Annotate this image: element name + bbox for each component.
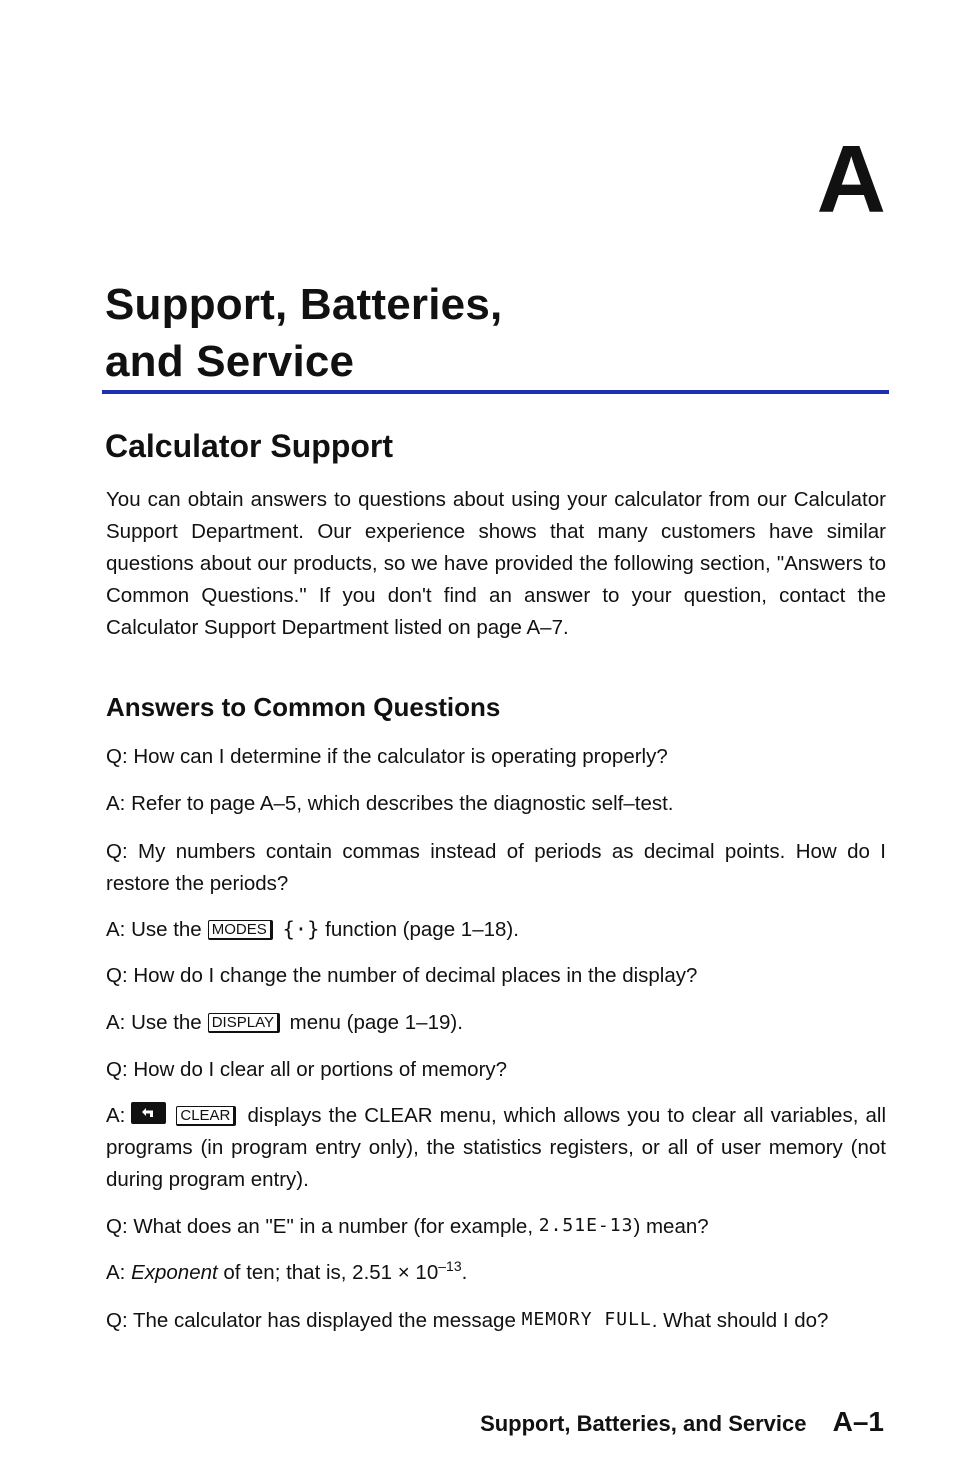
question-6-suffix: . What should I do? (651, 1309, 829, 1332)
question-4: Q: How do I clear all or portions of memory? (106, 1058, 508, 1081)
intro-paragraph: You can obtain answers to questions about using your calculator from our Calculator Support Department. Our experience shows that many customers have similar questions about our products, so we have provided the following section, "Answers to Common Questions." If you don't find an answer to your question, contact the Calculator Support Department listed on page A–7. (106, 488, 886, 639)
modes-key: MODES (208, 920, 273, 940)
answer-4-suffix: displays the CLEAR menu, which allows you to clear all variables, all programs (in program entry only), the statistics registers, or all of user memory (not during program entry). (106, 1104, 886, 1191)
answer-4 (106, 1100, 886, 1196)
chapter-title-line2: and Service (105, 337, 355, 386)
answer-2-suffix: function (page 1–18). (325, 918, 519, 941)
answer-5-middle: of ten; that is, 2.51 × 10 (223, 1261, 439, 1284)
question-5 (106, 1210, 886, 1243)
footer-title: Support, Batteries, and Service (480, 1411, 807, 1436)
answer-5 (106, 1257, 886, 1289)
decimal-menu-label: {·} (282, 917, 320, 941)
subsection-heading: Answers to Common Questions (106, 692, 501, 722)
lcd-exponent-example: 2.51E-13 (538, 1215, 634, 1236)
title-rule (102, 390, 889, 394)
question-3: Q: How do I change the number of decimal places in the display? (106, 964, 698, 987)
shift-key-icon (131, 1102, 166, 1124)
clear-key: CLEAR (176, 1106, 236, 1126)
answer-1: A: Refer to page A–5, which describes the diagnostic self–test. (106, 792, 674, 815)
lcd-memory-full: MEMORY FULL (521, 1309, 652, 1330)
exponent-term: Exponent (131, 1261, 218, 1284)
question-6-prefix: Q: The calculator has displayed the message (106, 1309, 516, 1332)
page-footer (480, 1404, 884, 1442)
question-6 (106, 1304, 886, 1337)
question-2: Q: My numbers contain commas instead of periods as decimal points. How do I restore the periods? (106, 840, 886, 895)
answer-3 (106, 1007, 886, 1039)
exponent-value: –13 (438, 1258, 462, 1274)
answer-3-prefix: A: Use the (106, 1011, 202, 1034)
page-number: A–1 (832, 1406, 884, 1437)
answer-5-prefix: A: (106, 1261, 126, 1284)
question-1: Q: How can I determine if the calculator is operating properly? (106, 745, 668, 768)
answer-5-suffix: . (461, 1261, 468, 1284)
question-5-suffix: ) mean? (633, 1215, 709, 1238)
question-5-prefix: Q: What does an "E" in a number (for example, (106, 1215, 534, 1238)
display-key: DISPLAY (208, 1013, 280, 1033)
section-heading: Calculator Support (105, 428, 394, 464)
chapter-title-line1: Support, Batteries, (105, 280, 503, 329)
chapter-letter: A (816, 126, 886, 233)
answer-2-prefix: A: Use the (106, 918, 202, 941)
answer-4-prefix: A: (106, 1104, 126, 1127)
answer-3-suffix: menu (page 1–19). (289, 1011, 463, 1034)
chapter-title (105, 276, 502, 390)
answer-2 (106, 913, 886, 946)
